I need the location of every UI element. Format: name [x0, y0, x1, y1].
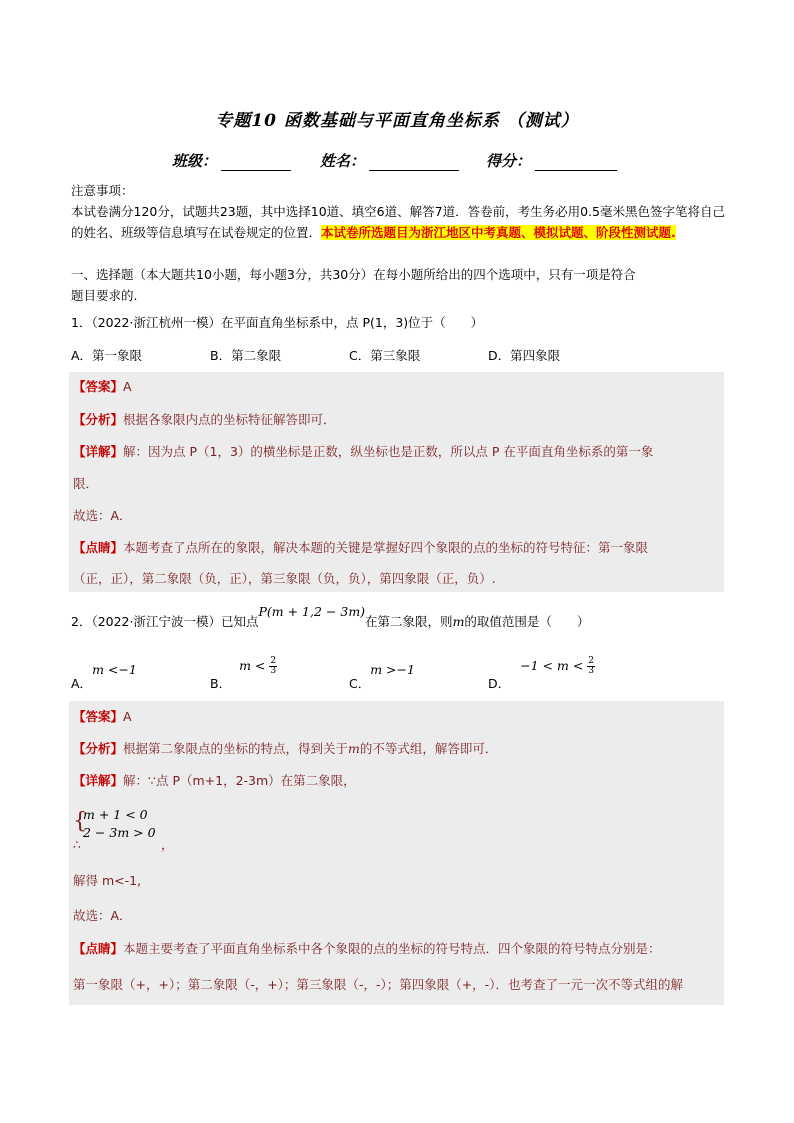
q2-solve: 解得 m<-1,: [73, 873, 142, 888]
q1-analysis: [73, 410, 336, 428]
q2-option-b: [210, 656, 277, 691]
q1-comment: [73, 538, 648, 556]
q2-comment-line-1: 本题主要考查了平面直角坐标系中各个象限的点的坐标的符号特点．四个象限的符号特点分别是：: [123, 941, 661, 956]
q2-option-c-label: C．: [349, 676, 371, 691]
class-blank: [221, 154, 291, 171]
q2-inequality-system: [73, 807, 213, 851]
name-label: 姓名：: [320, 152, 366, 170]
q2-stem-var: m: [452, 614, 465, 629]
q2-answer-value: A: [123, 709, 132, 724]
q2-brace: {: [73, 809, 87, 834]
notice-highlight: 本试卷所选题目为浙江地区中考真题、模拟试题、阶段性测试题.: [321, 225, 676, 240]
q2-option-d-label: D．: [488, 676, 511, 691]
q1-answer-value: A: [123, 379, 132, 394]
q1-option-d: D．第四象限: [488, 348, 561, 363]
q1-comment-tag: 【点睛】: [73, 540, 124, 555]
q2-system-line-1: m + 1 < 0: [83, 807, 148, 822]
q2-system-line-2: 2 − 3m > 0: [83, 825, 156, 840]
q2-option-d: [488, 656, 595, 691]
question-2-stem: [71, 604, 590, 632]
notice-text: 本试卷满分120分，试题共23题，其中选择10道、填空6道、解答7道．答卷前，考生务必用0.5毫米黑色签字笔将自己的姓名、班级等信息填写在试卷规定的位置．: [71, 204, 725, 240]
section-heading: [71, 264, 726, 306]
section-line-2: 题目要求的.: [71, 288, 138, 303]
q2-comment: [73, 939, 661, 957]
q1-analysis-tag: 【分析】: [73, 412, 124, 427]
q1-comment-line-2: （正，正），第二象限（负，正），第三象限（负，负），第四象限（正，负）.: [73, 571, 496, 586]
score-blank: [535, 154, 617, 171]
q2-detail-tag: 【详解】: [73, 773, 124, 788]
q2-option-c: [349, 660, 415, 691]
class-field: [172, 150, 291, 171]
q2-analysis-suffix: 的不等式组，解答即可．: [359, 741, 498, 756]
q2-comment-line-2: 第一象限（+，+）；第二象限（-，+）；第三象限（-，-）；第四象限（+，-）．也考查了一元一次不等式组的解: [73, 977, 683, 992]
q1-option-c: C．第三象限: [349, 348, 421, 363]
q1-detail-line-2: 限．: [73, 476, 99, 491]
q2-detail-line-1: 解：∵点 P（m+1，2-3m）在第二象限，: [123, 773, 356, 788]
q2-analysis-var: m: [348, 741, 360, 756]
q2-option-d-fraction: $\frac{2}{3}$: [588, 656, 595, 676]
student-info-row: [172, 150, 642, 172]
document-title: 专题10 函数基础与平面直角坐标系 （测试）: [215, 111, 579, 131]
q1-analysis-text: 根据各象限内点的坐标特征解答即可．: [123, 412, 336, 427]
q2-stem-point: P(m + 1,2 − 3m): [258, 604, 366, 619]
q2-option-a-label: A．: [71, 676, 93, 691]
q2-option-a: [71, 660, 137, 691]
q1-detail-line-1: 解：因为点 P（1，3）的横坐标是正数，纵坐标也是正数，所以点 P 在平面直角坐标系的第一象: [123, 444, 654, 459]
class-label: 班级：: [172, 152, 218, 170]
q2-choice: 故选：A．: [73, 908, 132, 923]
question-1-stem: 1．（2022·浙江杭州一模）在平面直角坐标系中，点 P(1，3)位于（ ）: [71, 315, 484, 330]
q2-solution-block: [69, 701, 724, 1005]
q1-choice: 故选：A．: [73, 508, 132, 523]
q2-detail: [73, 771, 356, 789]
q2-stem-prefix: 2．（2022·浙江宁波一模）已知点: [71, 614, 259, 629]
q1-detail: [73, 442, 653, 460]
q2-option-b-label: B．: [210, 676, 232, 691]
q2-option-b-fraction: $\frac{2}{3}$: [270, 656, 277, 676]
q1-option-b: B．第二象限: [210, 348, 282, 363]
q2-option-a-math: m <−1: [92, 662, 137, 677]
q2-analysis-tag: 【分析】: [73, 741, 124, 756]
score-label: 得分：: [486, 152, 532, 170]
q1-solution-block: [69, 372, 724, 592]
name-blank: [369, 154, 459, 171]
q1-answer: [73, 377, 132, 395]
q2-option-d-math: −1 < m <: [520, 658, 584, 673]
q2-answer-tag: 【答案】: [73, 709, 124, 724]
q1-detail-tag: 【详解】: [73, 444, 124, 459]
q2-stem-end: 的取值范围是（ ）: [464, 614, 590, 629]
q2-answer: [73, 707, 132, 725]
q1-comment-line-1: 本题考查了点所在的象限，解决本题的关键是掌握好四个象限的点的坐标的符号特征：第一象限: [123, 540, 649, 555]
q2-system-comma: ，: [161, 837, 174, 852]
section-line-1: 一、选择题（本大题共10小题，每小题3分，共30分）在每小题所给出的四个选项中，只有一项是符合: [71, 267, 636, 282]
notice-body: [71, 201, 726, 243]
q1-option-a: A．第一象限: [71, 348, 143, 363]
q2-option-c-math: m >−1: [370, 662, 415, 677]
q2-therefore: ∴: [73, 837, 81, 852]
notice-heading: 注意事项：: [71, 183, 134, 198]
q1-answer-tag: 【答案】: [73, 379, 124, 394]
q2-analysis: [73, 739, 497, 757]
q2-stem-suffix: 在第二象限，则: [365, 614, 453, 629]
score-field: [486, 150, 617, 171]
name-field: [320, 150, 459, 171]
q2-option-b-math: m <: [239, 658, 266, 673]
q2-comment-tag: 【点睛】: [73, 941, 124, 956]
q2-analysis-prefix: 根据第二象限点的坐标的特点，得到关于: [123, 741, 349, 756]
